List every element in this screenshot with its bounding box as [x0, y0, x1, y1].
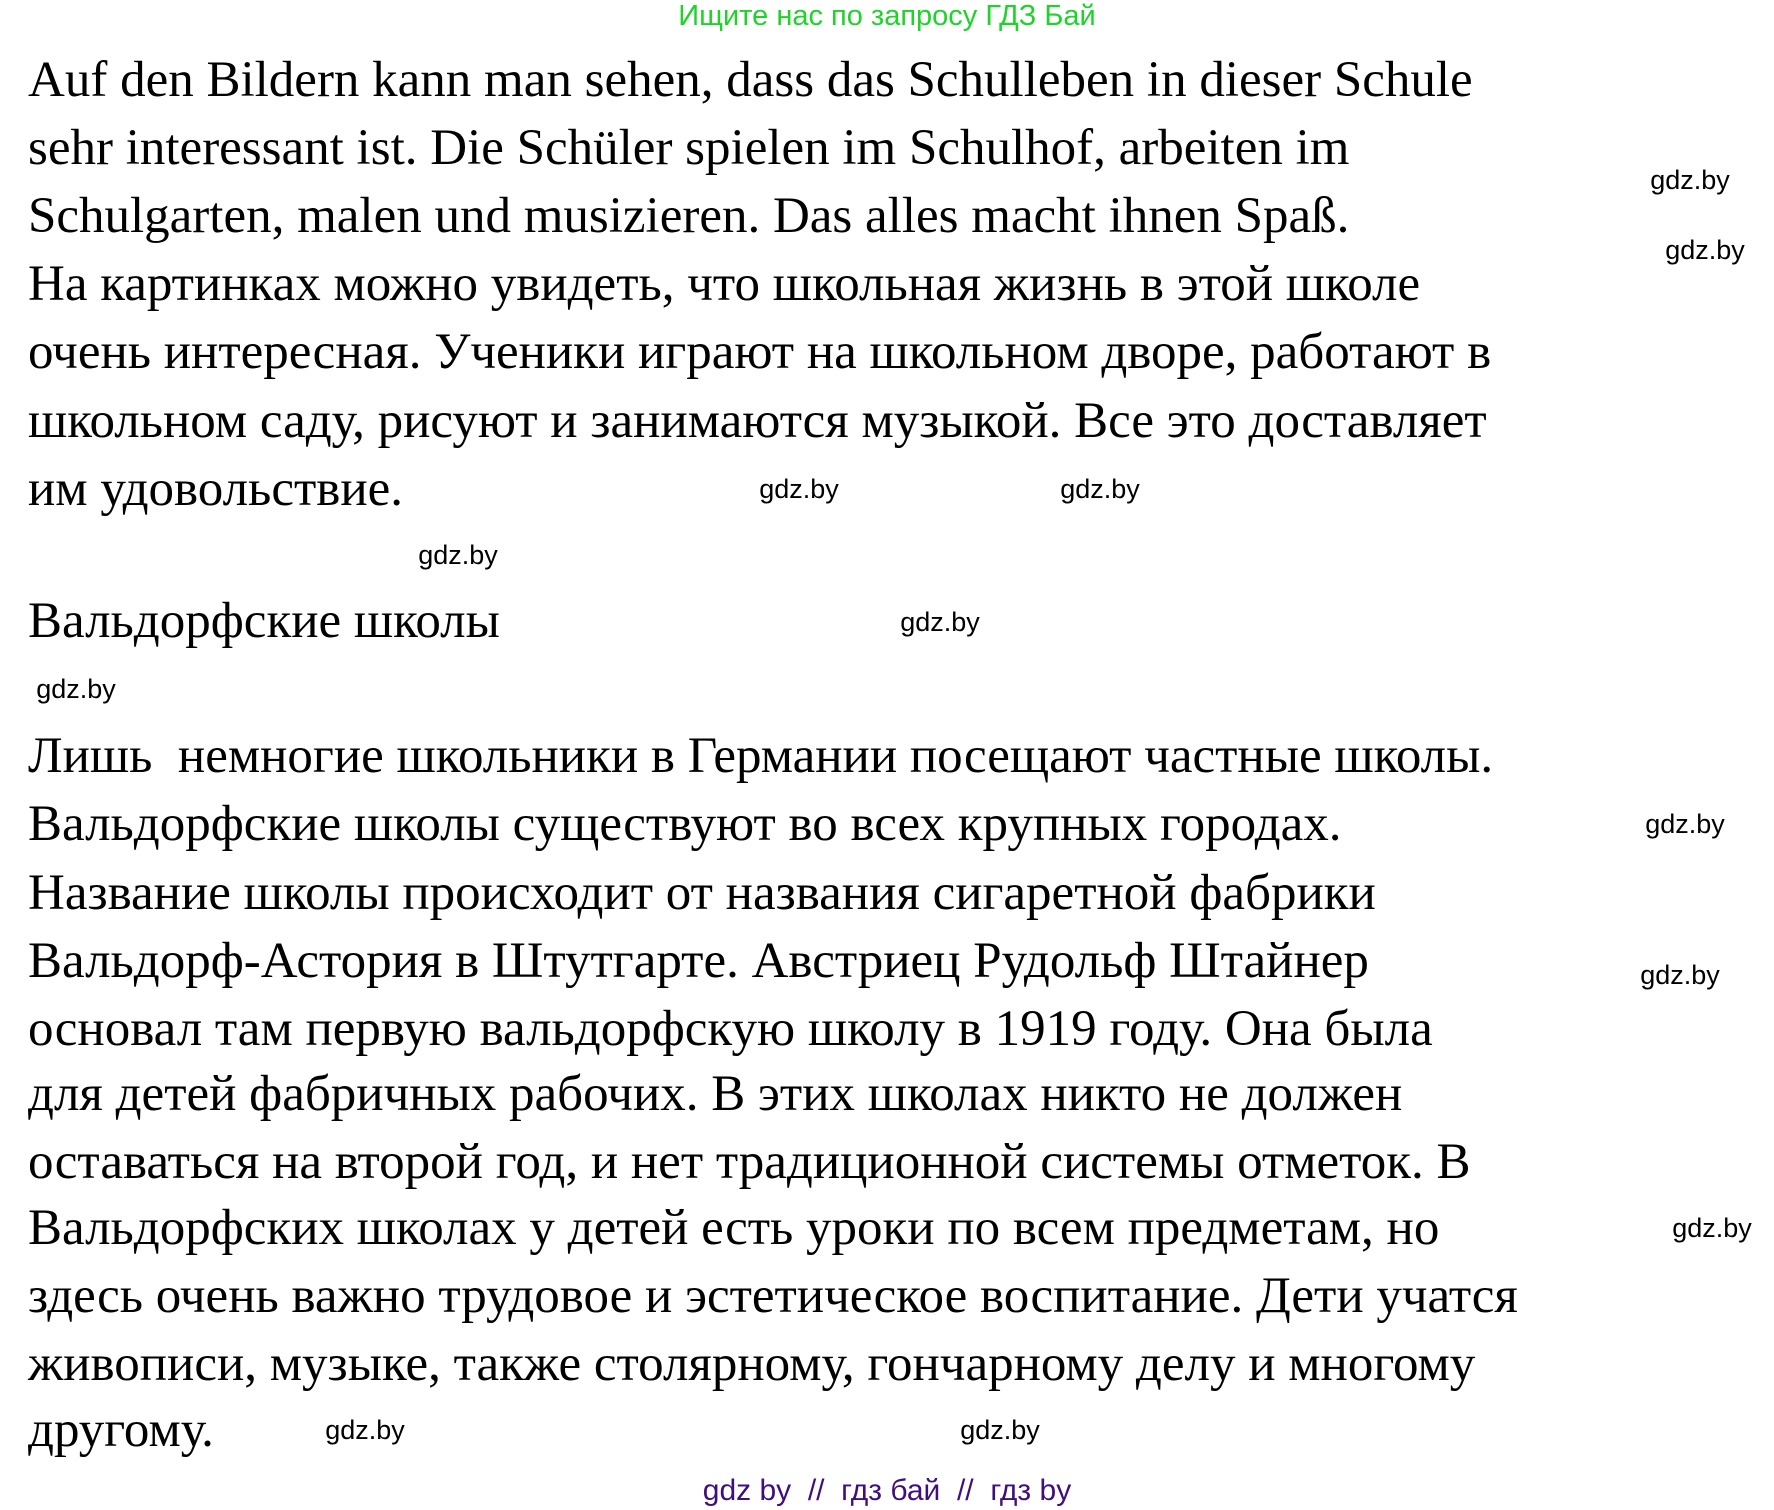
text-line: другому. [28, 1402, 214, 1458]
text-line: живописи, музыке, также столярному, гончарному делу и многому [28, 1336, 1476, 1392]
text-line: sehr interessant ist. Die Schüler spielen im Schulhof, arbeiten im [28, 120, 1350, 176]
section-heading: Вальдорфские школы [28, 593, 500, 649]
watermark: gdz.by [759, 474, 839, 504]
text-line: очень интересная. Ученики играют на школьном дворе, работают в [28, 324, 1492, 380]
text-line: Лишь немногие школьники в Германии посещают частные школы. [28, 728, 1494, 784]
text-line: им удовольствие. [28, 461, 404, 517]
watermark: gdz.by [1672, 1213, 1752, 1243]
text-line: Вальдорф-Астория в Штутгарте. Австриец Рудольф Штайнер [28, 933, 1369, 989]
watermark: gdz.by [325, 1415, 405, 1445]
text-line: школьном саду, рисуют и занимаются музыкой. Все это доставляет [28, 393, 1487, 449]
watermark: gdz.by [1665, 235, 1745, 265]
text-line: основал там первую вальдорфскую школу в 1919 году. Она была [28, 1001, 1433, 1057]
watermark: gdz.by [1640, 960, 1720, 990]
watermark: gdz.by [960, 1415, 1040, 1445]
text-line: Schulgarten, malen und musizieren. Das alles macht ihnen Spaß. [28, 188, 1350, 244]
text-line: оставаться на второй год, и нет традиционной системы отметок. В [28, 1134, 1471, 1190]
text-line: Вальдорфские школы существуют во всех крупных городах. [28, 796, 1342, 852]
watermark: gdz.by [36, 674, 116, 704]
text-line: Название школы происходит от названия сигаретной фабрики [28, 865, 1376, 921]
text-line: здесь очень важно трудовое и эстетическое воспитание. Дети учатся [28, 1268, 1518, 1324]
watermark: gdz.by [1060, 474, 1140, 504]
watermark: gdz.by [1650, 165, 1730, 195]
text-line: для детей фабричных рабочих. В этих школах никто не должен [28, 1066, 1403, 1122]
watermark: gdz.by [900, 607, 980, 637]
text-line: Вальдорфских школах у детей есть уроки по всем предметам, но [28, 1200, 1440, 1256]
footer: gdz by // гдз бай // гдз by [702, 1474, 1072, 1507]
text-line: На картинках можно увидеть, что школьная жизнь в этой школе [28, 256, 1421, 312]
watermark: gdz.by [1645, 809, 1725, 839]
text-line: Auf den Bildern kann man sehen, dass das Schulleben in dieser Schule [28, 52, 1473, 108]
watermark: gdz.by [418, 540, 498, 570]
promo-banner: Ищите нас по запросу ГДЗ Бай [678, 0, 1096, 32]
